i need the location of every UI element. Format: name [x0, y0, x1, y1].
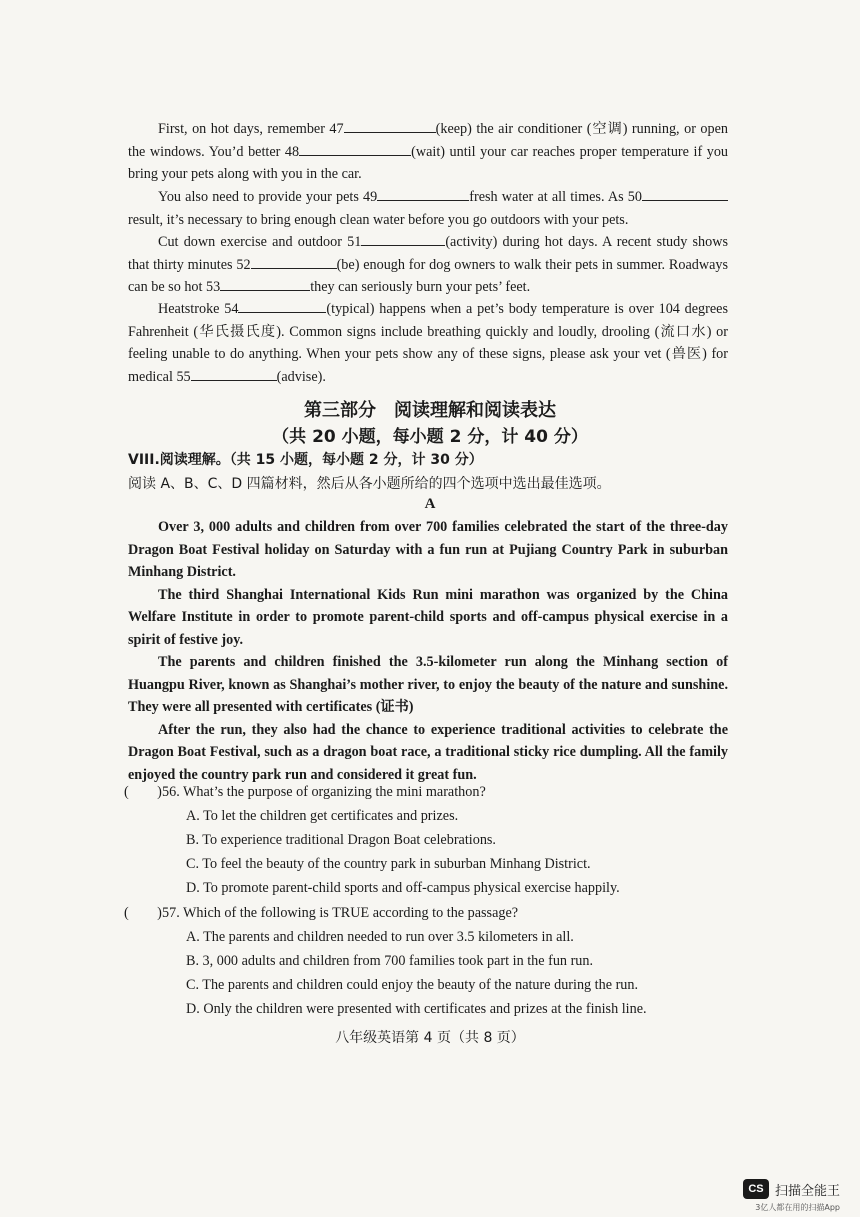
blank-50 [642, 186, 728, 201]
text-fragment: Cut down exercise and outdoor 51 [158, 234, 362, 250]
text-fragment: First, on hot days, remember 47 [158, 121, 344, 137]
answer-bracket[interactable]: ( ) [124, 784, 162, 800]
watermark-name: 扫描全能王 [774, 1183, 840, 1199]
blank-52 [251, 254, 337, 269]
section-score-note: （共 15 小题，每小题 2 分，计 30 分） [229, 452, 483, 468]
text-fragment: You also need to provide your pets 49 [158, 189, 378, 205]
blank-51 [361, 231, 445, 246]
question-stem: 57. Which of the following is TRUE according to the passage? [162, 905, 519, 921]
text-fragment: (keep) the air conditioner (空调) running, or open the windows. You’d better 48 [128, 121, 728, 160]
camscanner-logo-icon: CS [743, 1179, 769, 1199]
blank-55 [191, 366, 277, 381]
question-57 [124, 902, 518, 924]
text-fragment: they can seriously burn your pets’ feet. [310, 279, 531, 295]
text-fragment: (activity) during hot days. A recent study shows that thirty minutes 52 [128, 234, 728, 273]
passage-paragraph-1 [128, 118, 728, 186]
option-56-d[interactable]: D. To promote parent-child sports and off-campus physical exercise happily. [186, 880, 620, 896]
option-56-a[interactable]: A. To let the children get certificates and prizes. [186, 808, 459, 824]
article-a [128, 516, 728, 786]
section-title [128, 449, 483, 469]
watermark-tagline: 3亿人都在用的扫描App [755, 1203, 840, 1212]
text-fragment: (advise). [276, 368, 326, 385]
article-paragraph: After the run, they also had the chance to experience traditional activities to celebrate the Dragon Boat Festival, such as a dragon boat race, a traditional sticky rice dumpling. All the family enjoyed the country park run and considered it great fun. [128, 721, 728, 783]
section-title-label: VIII.阅读理解。 [128, 452, 230, 468]
passage-paragraph-4 [128, 298, 728, 388]
option-56-c[interactable]: C. To feel the beauty of the country park in suburban Minhang District. [186, 856, 591, 872]
article-label: A [424, 496, 436, 512]
blank-53 [220, 276, 310, 291]
text-fragment: (typical) happens when a pet’s body temperature is over 104 degrees Fahrenheit (华氏摄氏度). Common signs include breathing quickly and loudly, drooling (流口水) or feeling unable to do anything. When your pets show any of these signs, please ask your vet (兽医) for medical 55 [128, 301, 728, 385]
option-57-a[interactable]: A. The parents and children needed to run over 3.5 kilometers in all. [186, 929, 574, 945]
text-fragment: (be) enough for dog owners to walk their pets in summer. Roadways can be so hot 53 [128, 256, 729, 295]
part-three-title: 第三部分 阅读理解和阅读表达 [304, 400, 556, 421]
passage-paragraph-3 [128, 231, 728, 299]
answer-bracket[interactable]: ( ) [124, 905, 162, 921]
option-57-d[interactable]: D. Only the children were presented with certificates and prizes at the finish line. [186, 1001, 647, 1017]
article-paragraph: The parents and children finished the 3.5-kilometer run along the Minhang section of Huangpu River, known as Shanghai’s mother river, to enjoy the beauty of the nature and sunshine. They were all presented with certificates (证书) [128, 654, 728, 715]
article-paragraph: Over 3, 000 adults and children from over 700 families celebrated the start of the three-day Dragon Boat Festival holiday on Saturday with a fun run at Pujiang Country Park in suburban Minhang District. [128, 519, 728, 580]
section-instruction: 阅读 A、B、C、D 四篇材料，然后从各小题所给的四个选项中选出最佳选项。 [128, 476, 611, 492]
option-57-c[interactable]: C. The parents and children could enjoy the beauty of the nature during the run. [186, 977, 639, 993]
blank-48 [299, 141, 411, 156]
question-56 [124, 781, 486, 803]
page-footer: 八年级英语第 4 页（共 8 页） [335, 1030, 525, 1046]
scanner-watermark [743, 1179, 840, 1199]
text-fragment: (wait) until your car reaches proper temperature if you bring your pets along with you in the car. [128, 143, 729, 182]
blank-49 [377, 186, 469, 201]
option-57-b[interactable]: B. 3, 000 adults and children from 700 families took part in the fun run. [186, 953, 594, 969]
text-fragment: fresh water at all times. As 50 [469, 189, 642, 205]
option-56-b[interactable]: B. To experience traditional Dragon Boat celebrations. [186, 832, 496, 848]
part-three-subtitle: （共 20 小题，每小题 2 分，计 40 分） [272, 427, 588, 447]
text-fragment: Heatstroke 54 [158, 301, 239, 317]
blank-54 [238, 298, 326, 313]
blank-47 [344, 118, 436, 133]
text-fragment: result, it’s necessary to bring enough clean water before you go outdoors with your pets. [128, 211, 629, 228]
passage-paragraph-2 [128, 186, 728, 231]
article-paragraph: The third Shanghai International Kids Run mini marathon was organized by the China Welfare Institute in order to promote parent-child sports and off-campus physical exercise in a spirit of festive joy. [128, 586, 728, 648]
question-stem: 56. What’s the purpose of organizing the mini marathon? [162, 784, 486, 800]
